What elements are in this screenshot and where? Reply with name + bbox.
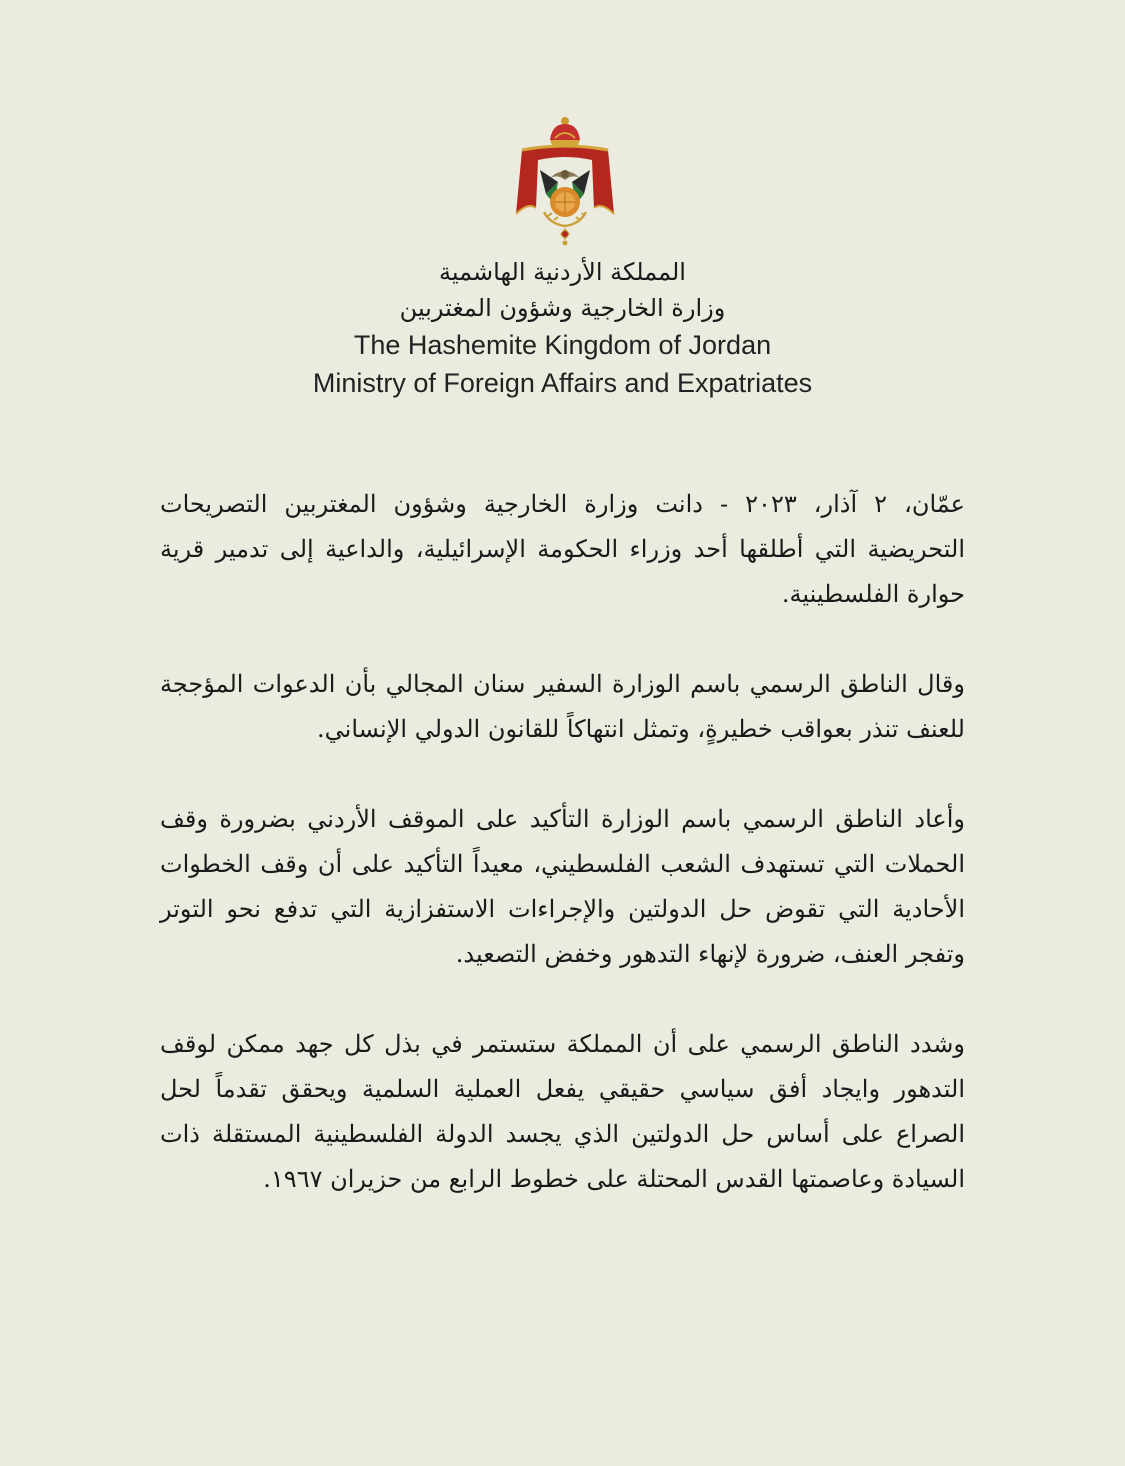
kingdom-name-english: The Hashemite Kingdom of Jordan (353, 330, 772, 360)
crown-icon (550, 117, 580, 145)
paragraph-2: وقال الناطق الرسمي باسم الوزارة السفير سنان المجالي بأن الدعوات المؤججة للعنف تنذر بعواقب خطيرةٍ، وتمثل انتهاكاً للقانون الدولي الإنساني. (160, 670, 965, 743)
ministry-name-english: Ministry of Foreign Affairs and Expatriates (312, 368, 813, 398)
coat-of-arms-emblem (510, 112, 620, 247)
kingdom-name-arabic: المملكة الأردنية الهاشمية (439, 258, 686, 286)
eagle-icon (550, 170, 580, 180)
shield-icon (550, 187, 580, 217)
letterhead (0, 254, 1125, 402)
order-badge-icon (560, 228, 570, 246)
ministry-name-arabic: وزارة الخارجية وشؤون المغتربين (399, 294, 726, 322)
paragraph-3: وأعاد الناطق الرسمي باسم الوزارة التأكيد على الموقف الأردني بضرورة وقف الحملات التي تستهدف الشعب الفلسطيني، معيداً التأكيد على أن وقف الخطوات الأحادية التي تقوض حل الدولتين والإجراءات الاستفزازية التي تدفع نحو التوتر وتفجر العنف، ضرورة لإنهاء التدهور وخفض التصعيد. (160, 805, 965, 968)
press-release-body (160, 482, 965, 1247)
paragraph-1: عمّان، ٢ آذار، ٢٠٢٣ - دانت وزارة الخارجية وشؤون المغتربين التصريحات التحريضية التي أطلقها أحد وزراء الحكومة الإسرائيلية، والداعية إلى تدمير قرية حوارة الفلسطينية. (160, 490, 965, 608)
paragraph-4: وشدد الناطق الرسمي على أن المملكة ستستمر في بذل كل جهد ممكن لوقف التدهور وايجاد أفق سياسي حقيقي يفعل العملية السلمية ويحقق تقدماً لحل الصراع على أساس حل الدولتين الذي يجسد الدولة الفلسطينية المستقلة ذات السيادة وعاصمتها القدس المحتلة على خطوط الرابع من حزيران ١٩٦٧. (160, 1030, 965, 1193)
